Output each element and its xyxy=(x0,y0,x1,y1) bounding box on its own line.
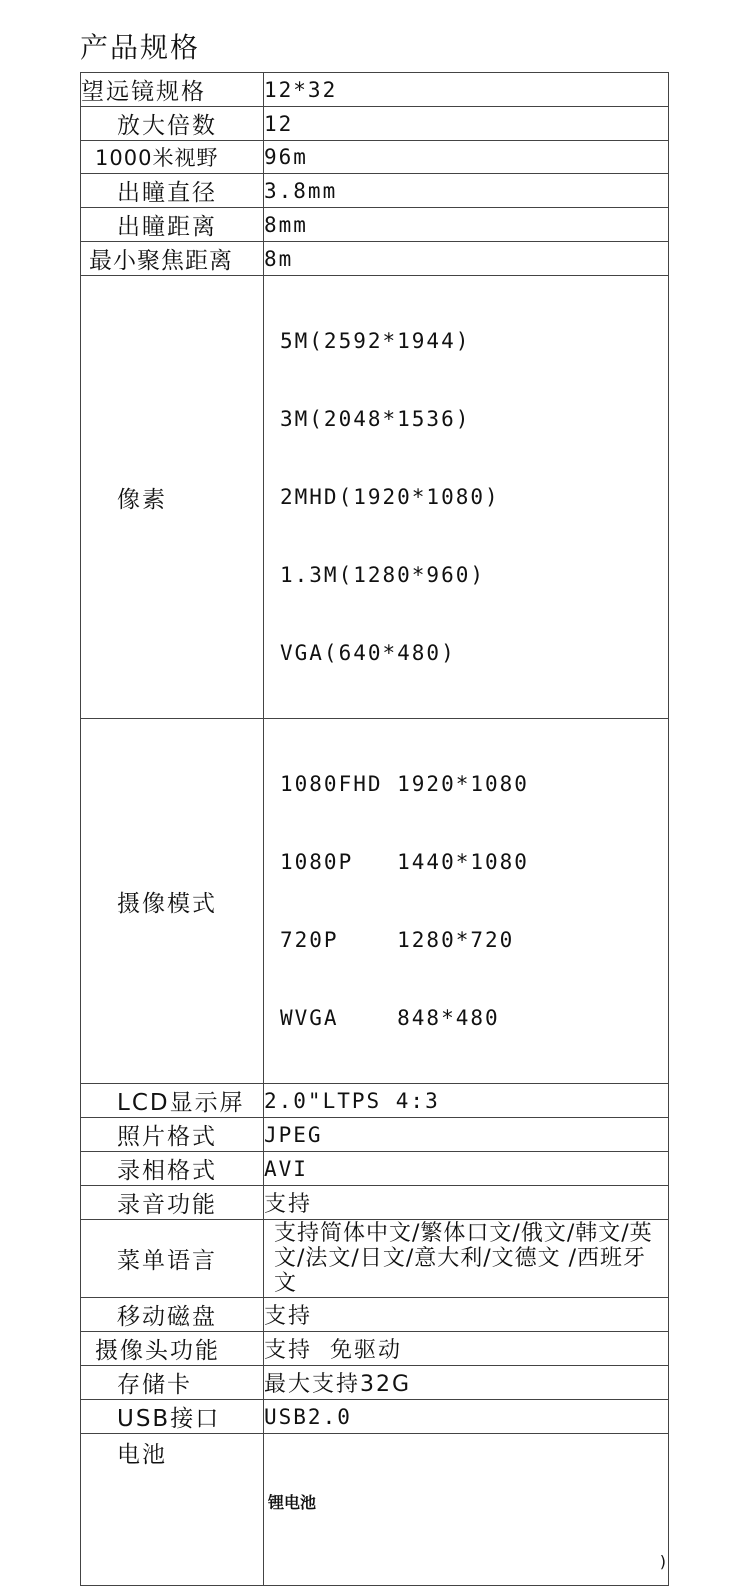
spec-value: 8mm xyxy=(264,208,669,242)
spec-value: 最大支持32G xyxy=(264,1366,669,1400)
spec-value-list xyxy=(264,719,669,1084)
spec-label: 出瞳距离 xyxy=(81,208,264,242)
pixel-option: 5M(2592*1944) xyxy=(280,329,471,353)
pixel-option: 2MHD(1920*1080) xyxy=(280,485,500,509)
spec-label: 移动磁盘 xyxy=(81,1298,264,1332)
table-row xyxy=(81,1332,669,1366)
video-mode-option: 1080FHD 1920*1080 xyxy=(280,772,529,796)
table-row xyxy=(81,208,669,242)
spec-value: JPEG xyxy=(264,1118,669,1152)
spec-label: 望远镜规格 xyxy=(81,73,264,107)
spec-value: AVI xyxy=(264,1152,669,1186)
table-row xyxy=(81,1366,669,1400)
table-row xyxy=(81,1220,669,1298)
spec-label: USB接口 xyxy=(81,1400,264,1434)
table-row xyxy=(81,242,669,276)
spec-label: LCD显示屏 xyxy=(81,1084,264,1118)
spec-label: 摄像头功能 xyxy=(81,1332,264,1366)
spec-label: 照片格式 xyxy=(81,1118,264,1152)
table-row xyxy=(81,1084,669,1118)
spec-label: 存储卡 xyxy=(81,1366,264,1400)
spec-table xyxy=(80,72,669,1586)
spec-value: 支持简体中文/繁体口文/俄文/韩文/英文/法文/日文/意大利/文德文 /西班牙文 xyxy=(264,1220,669,1298)
spec-value: 8m xyxy=(264,242,669,276)
table-row xyxy=(81,1186,669,1220)
spec-value-list xyxy=(264,276,669,719)
video-mode-option: 1080P 1440*1080 xyxy=(280,850,529,874)
spec-value: USB2.0 xyxy=(264,1400,669,1434)
spec-label: 摄像模式 xyxy=(81,719,264,1084)
spec-label: 1000米视野 xyxy=(81,141,264,174)
spec-value: 12 xyxy=(264,107,669,141)
table-row xyxy=(81,1400,669,1434)
spec-value: 2.0"LTPS 4:3 xyxy=(264,1084,669,1118)
pixel-option: VGA(640*480) xyxy=(280,641,456,665)
battery-type: 锂电池 xyxy=(268,1493,317,1512)
table-row xyxy=(81,276,669,719)
spec-label: 电池 xyxy=(81,1434,264,1586)
pixel-option: 1.3M(1280*960) xyxy=(280,563,486,587)
table-row xyxy=(81,107,669,141)
table-row xyxy=(81,73,669,107)
spec-value: 3.8mm xyxy=(264,174,669,208)
video-mode-option: WVGA 848*480 xyxy=(280,1006,500,1030)
spec-label: 像素 xyxy=(81,276,264,719)
spec-value: 12*32 xyxy=(264,73,669,107)
spec-label: 最小聚焦距离 xyxy=(81,242,264,276)
spec-label: 录音功能 xyxy=(81,1186,264,1220)
table-row xyxy=(81,1434,669,1586)
table-row xyxy=(81,1118,669,1152)
spec-value: 支持 免驱动 xyxy=(264,1332,669,1366)
spec-value: 支持 xyxy=(264,1298,669,1332)
spec-value-cell xyxy=(264,1434,669,1586)
spec-value: 支持 xyxy=(264,1186,669,1220)
table-row xyxy=(81,1152,669,1186)
spec-label: 放大倍数 xyxy=(81,107,264,141)
stray-parenthesis: ) xyxy=(659,1552,668,1571)
spec-label: 出瞳直径 xyxy=(81,174,264,208)
table-row xyxy=(81,1298,669,1332)
spec-label: 菜单语言 xyxy=(81,1220,264,1298)
table-row xyxy=(81,174,669,208)
table-row xyxy=(81,719,669,1084)
spec-value: 96m xyxy=(264,141,669,174)
pixel-option: 3M(2048*1536) xyxy=(280,407,471,431)
table-row xyxy=(81,141,669,174)
spec-label: 录相格式 xyxy=(81,1152,264,1186)
page-title: 产品规格 xyxy=(80,31,201,64)
video-mode-option: 720P 1280*720 xyxy=(280,928,515,952)
